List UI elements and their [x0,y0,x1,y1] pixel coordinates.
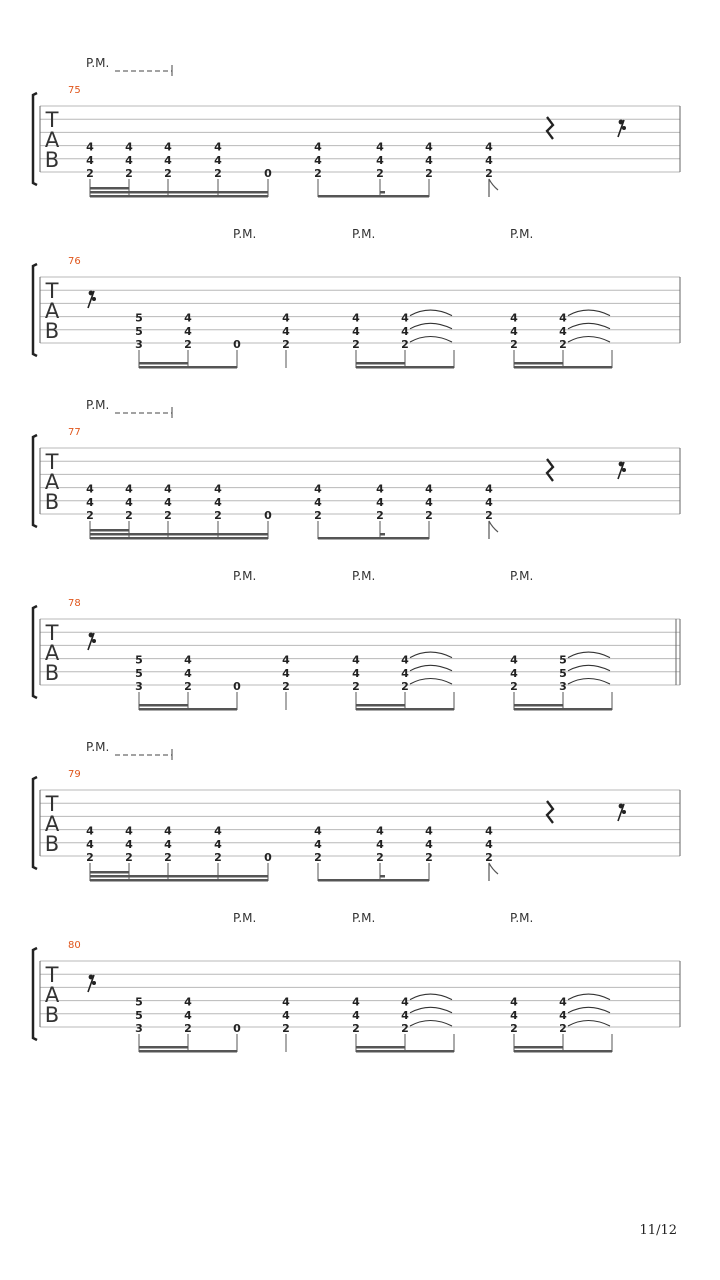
tab-clef-t: T [45,108,59,132]
beam [90,879,268,882]
tie-arc-icon [568,1007,610,1013]
measure-number: 80 [68,940,81,951]
tie-arc-icon [410,652,452,658]
eighth-rest-dot [619,462,624,467]
system-bracket [33,606,37,698]
fret-number: 2 [184,338,192,351]
fret-number: 4 [485,824,493,838]
fret-number: 4 [184,995,192,1009]
tab-clef-a: A [44,470,60,494]
fret-number: 3 [135,1022,143,1035]
beam [90,529,129,532]
beam [514,1046,563,1049]
fret-number: 2 [86,509,94,522]
beam [90,537,268,540]
fret-number: 4 [282,1008,290,1022]
fret-number: 4 [425,837,433,851]
fret-number: 2 [314,167,322,180]
fret-number: 2 [314,509,322,522]
tab-system-79 [33,740,680,882]
tie-arc-icon [410,310,452,316]
fret-number: 5 [135,324,143,338]
tab-clef-t: T [45,621,59,645]
tab-clef-b: B [44,319,60,343]
fret-number: 4 [352,995,360,1009]
fret-number: 2 [485,509,493,522]
fret-number: 2 [401,680,409,693]
fret-number: 2 [214,851,222,864]
tie-arc-icon [568,310,610,316]
palm-mute-label: P.M. [352,227,376,241]
fret-number: 4 [86,837,94,851]
fret-number: 2 [282,1022,290,1035]
beam [356,366,454,369]
quarter-rest-icon [547,801,553,823]
fret-number: 4 [282,311,290,325]
tie-arc-icon [568,679,610,685]
fret-number: 5 [135,653,143,667]
beam [90,187,129,190]
tie-arc-icon [410,665,452,671]
fret-number: 0 [264,167,272,180]
fret-number: 4 [510,995,518,1009]
fret-number: 2 [559,338,567,351]
fret-number: 2 [125,167,133,180]
fret-number: 4 [352,311,360,325]
tie-arc-icon [410,323,452,329]
tie-arc-icon [568,994,610,1000]
fret-number: 4 [86,482,94,496]
fret-number: 4 [376,482,384,496]
measure-number: 76 [68,256,81,267]
fret-number: 2 [86,851,94,864]
beam [318,537,429,540]
fret-number: 4 [125,140,133,154]
fret-number: 5 [135,995,143,1009]
eighth-rest-dot [89,291,94,296]
tab-clef-t: T [45,963,59,987]
beam [139,366,237,369]
fret-number: 2 [425,167,433,180]
fret-number: 4 [184,1008,192,1022]
fret-number: 2 [352,680,360,693]
fret-number: 0 [233,338,241,351]
beam [90,871,129,874]
tie-arc-icon [568,323,610,329]
fret-number: 4 [86,153,94,167]
beam [514,362,563,365]
measure-number: 75 [68,85,81,96]
eighth-rest-dot [619,804,624,809]
fret-number: 4 [376,153,384,167]
fret-number: 2 [314,851,322,864]
fret-number: 5 [135,1008,143,1022]
fret-number: 4 [184,653,192,667]
system-bracket [33,435,37,527]
fret-number: 2 [184,680,192,693]
eighth-rest-dot [622,810,626,814]
beam [380,191,385,194]
beam [139,704,188,707]
fret-number: 2 [125,509,133,522]
fret-number: 2 [282,338,290,351]
fret-number: 4 [352,324,360,338]
tie-arc-icon [410,337,452,343]
beam [318,879,429,882]
fret-number: 4 [485,153,493,167]
tab-clef-b: B [44,832,60,856]
fret-number: 2 [164,851,172,864]
palm-mute-label: P.M. [510,911,534,925]
fret-number: 4 [214,153,222,167]
beam [356,704,405,707]
fret-number: 4 [214,495,222,509]
fret-number: 2 [214,509,222,522]
fret-number: 3 [135,338,143,351]
fret-number: 4 [214,482,222,496]
fret-number: 4 [282,995,290,1009]
beam [514,708,612,711]
fret-number: 4 [86,495,94,509]
fret-number: 2 [376,509,384,522]
tie-arc-icon [568,337,610,343]
tab-system-77 [33,398,680,540]
fret-number: 4 [510,1008,518,1022]
fret-number: 4 [184,324,192,338]
fret-number: 4 [164,153,172,167]
fret-number: 4 [164,837,172,851]
tie-arc-icon [568,652,610,658]
fret-number: 4 [125,837,133,851]
beam [356,1050,454,1053]
fret-number: 4 [314,482,322,496]
fret-number: 2 [559,1022,567,1035]
fret-number: 4 [125,153,133,167]
beam [380,533,385,536]
fret-number: 4 [164,824,172,838]
palm-mute-label: P.M. [86,56,110,70]
tab-clef-b: B [44,490,60,514]
beam [318,195,429,198]
fret-number: 4 [485,482,493,496]
beam [514,704,563,707]
tie-arc-icon [410,679,452,685]
eighth-flag-icon [489,863,498,881]
fret-number: 4 [352,1008,360,1022]
fret-number: 2 [401,338,409,351]
fret-number: 4 [184,666,192,680]
palm-mute-label: P.M. [233,227,257,241]
fret-number: 4 [282,324,290,338]
fret-number: 4 [164,495,172,509]
tab-clef-t: T [45,792,59,816]
tie-arc-icon [568,1021,610,1027]
page-number: 11/12 [639,1223,677,1238]
tab-clef-b: B [44,661,60,685]
quarter-rest-icon [547,117,553,139]
beam [514,366,612,369]
fret-number: 2 [485,167,493,180]
fret-number: 4 [485,140,493,154]
fret-number: 4 [510,324,518,338]
fret-number: 4 [401,995,409,1009]
eighth-rest-dot [89,975,94,980]
beam [356,1046,405,1049]
eighth-flag-icon [489,179,498,197]
tab-clef-a: A [44,641,60,665]
palm-mute-label: P.M. [86,398,110,412]
fret-number: 4 [401,324,409,338]
palm-mute-label: P.M. [233,911,257,925]
beam [90,195,268,198]
eighth-rest-dot [92,297,96,301]
tie-arc-icon [410,1007,452,1013]
fret-number: 4 [164,482,172,496]
beam [356,708,454,711]
eighth-rest-dot [92,981,96,985]
fret-number: 2 [425,509,433,522]
fret-number: 4 [125,482,133,496]
palm-mute-label: P.M. [352,911,376,925]
tab-clef-b: B [44,148,60,172]
fret-number: 4 [125,824,133,838]
fret-number: 2 [352,1022,360,1035]
tab-system-75 [33,56,680,198]
tie-arc-icon [410,1021,452,1027]
system-bracket [33,264,37,356]
fret-number: 0 [264,509,272,522]
fret-number: 4 [401,311,409,325]
fret-number: 0 [233,1022,241,1035]
measure-number: 79 [68,769,81,780]
fret-number: 4 [214,140,222,154]
fret-number: 4 [125,495,133,509]
fret-number: 4 [401,666,409,680]
fret-number: 4 [86,140,94,154]
fret-number: 4 [282,666,290,680]
fret-number: 4 [401,1008,409,1022]
fret-number: 4 [485,837,493,851]
fret-number: 2 [510,1022,518,1035]
fret-number: 2 [86,167,94,180]
fret-number: 2 [376,851,384,864]
fret-number: 3 [559,680,567,693]
tab-clef-b: B [44,1003,60,1027]
fret-number: 4 [425,153,433,167]
measure-number: 77 [68,427,81,438]
tab-system-78 [33,569,680,711]
system-bracket [33,777,37,869]
tab-system-80 [33,911,680,1053]
beam [514,1050,612,1053]
fret-number: 5 [135,311,143,325]
measure-number: 78 [68,598,81,609]
fret-number: 4 [352,653,360,667]
fret-number: 4 [510,666,518,680]
fret-number: 4 [86,824,94,838]
fret-number: 4 [376,824,384,838]
tab-clef-a: A [44,983,60,1007]
fret-number: 4 [425,140,433,154]
fret-number: 2 [485,851,493,864]
fret-number: 4 [314,837,322,851]
tie-arc-icon [410,994,452,1000]
fret-number: 3 [135,680,143,693]
fret-number: 4 [376,837,384,851]
eighth-rest-dot [92,639,96,643]
beam [356,362,405,365]
fret-number: 4 [314,495,322,509]
fret-number: 2 [164,167,172,180]
fret-number: 4 [425,824,433,838]
fret-number: 4 [376,140,384,154]
fret-number: 2 [282,680,290,693]
fret-number: 2 [125,851,133,864]
fret-number: 4 [510,311,518,325]
palm-mute-label: P.M. [86,740,110,754]
fret-number: 2 [164,509,172,522]
fret-number: 2 [510,338,518,351]
fret-number: 2 [214,167,222,180]
beam [139,362,188,365]
beam [139,1050,237,1053]
fret-number: 4 [184,311,192,325]
fret-number: 2 [352,338,360,351]
fret-number: 4 [401,653,409,667]
tab-clef-t: T [45,450,59,474]
fret-number: 4 [559,311,567,325]
fret-number: 4 [559,1008,567,1022]
fret-number: 4 [559,324,567,338]
fret-number: 4 [282,653,290,667]
fret-number: 2 [376,167,384,180]
beam [90,191,268,194]
tab-clef-a: A [44,299,60,323]
beam [139,1046,188,1049]
tab-clef-t: T [45,279,59,303]
fret-number: 4 [485,495,493,509]
fret-number: 4 [314,153,322,167]
fret-number: 0 [264,851,272,864]
fret-number: 2 [401,1022,409,1035]
fret-number: 4 [314,824,322,838]
fret-number: 4 [214,824,222,838]
tie-arc-icon [568,665,610,671]
fret-number: 2 [425,851,433,864]
fret-number: 2 [184,1022,192,1035]
palm-mute-label: P.M. [233,569,257,583]
system-bracket [33,948,37,1040]
eighth-rest-dot [619,120,624,125]
fret-number: 4 [314,140,322,154]
beam [90,875,268,878]
beam [90,533,268,536]
tab-clef-a: A [44,128,60,152]
fret-number: 4 [510,653,518,667]
fret-number: 5 [135,666,143,680]
eighth-rest-dot [622,468,626,472]
eighth-rest-dot [622,126,626,130]
fret-number: 4 [214,837,222,851]
palm-mute-label: P.M. [352,569,376,583]
palm-mute-label: P.M. [510,569,534,583]
fret-number: 4 [425,482,433,496]
fret-number: 5 [559,666,567,680]
tab-clef-a: A [44,812,60,836]
eighth-flag-icon [489,521,498,539]
fret-number: 4 [352,666,360,680]
quarter-rest-icon [547,459,553,481]
beam [139,708,237,711]
fret-number: 5 [559,653,567,667]
fret-number: 2 [510,680,518,693]
palm-mute-label: P.M. [510,227,534,241]
tab-system-76 [33,227,680,369]
beam [380,875,385,878]
fret-number: 4 [559,995,567,1009]
fret-number: 4 [425,495,433,509]
system-bracket [33,93,37,185]
eighth-rest-dot [89,633,94,638]
fret-number: 4 [164,140,172,154]
fret-number: 4 [376,495,384,509]
fret-number: 0 [233,680,241,693]
